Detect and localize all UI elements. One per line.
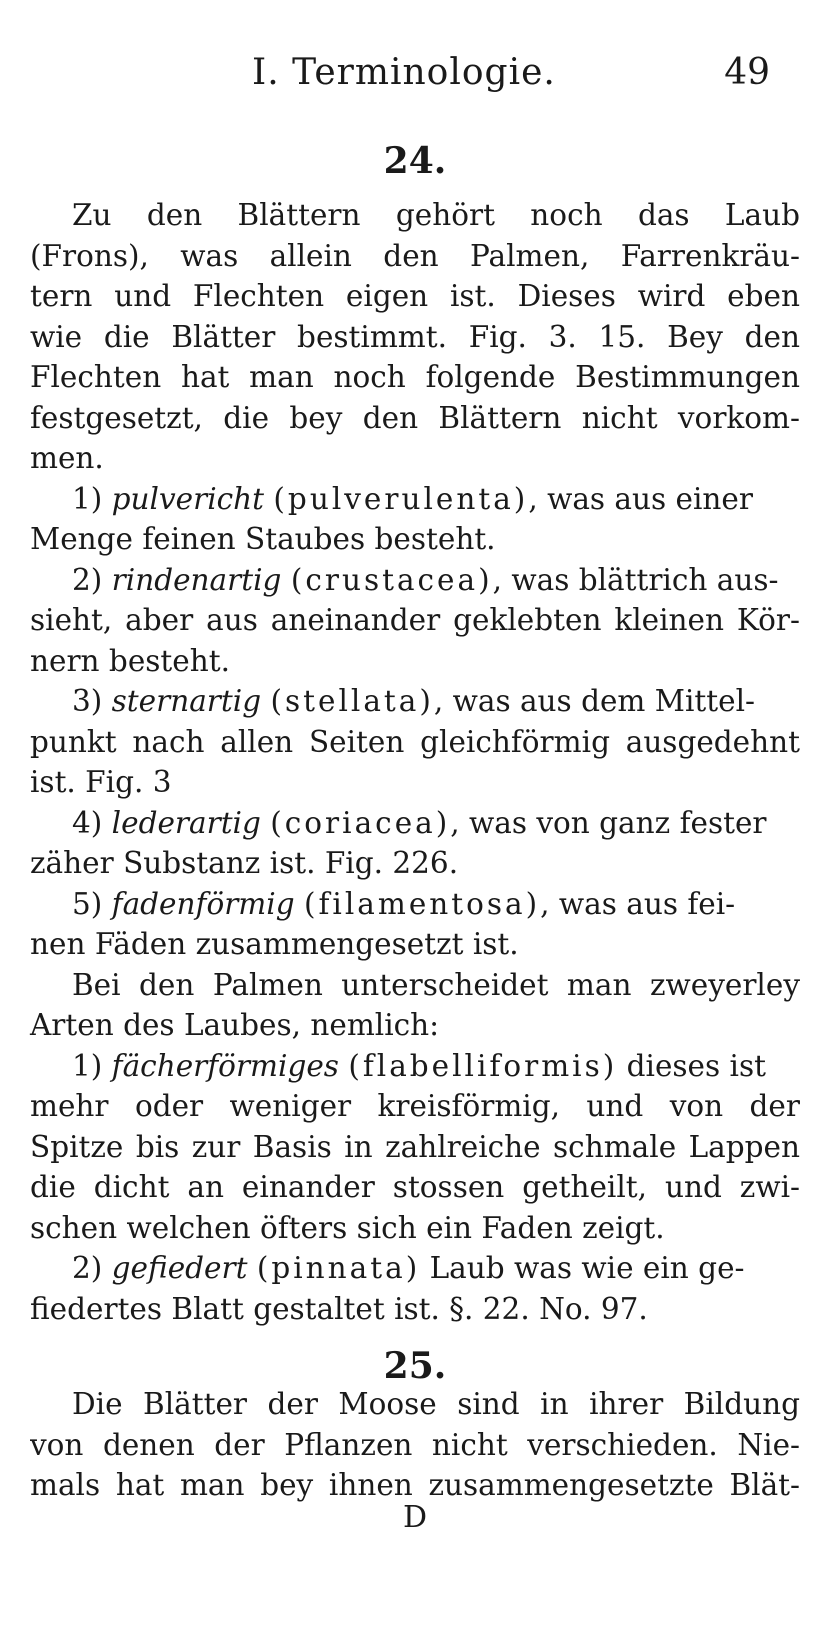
text-line: schen welchen öfters sich ein Faden zeigt.: [30, 1210, 665, 1245]
item-number: 4): [72, 805, 103, 840]
item-number: 2): [72, 562, 103, 597]
item-term: rindenartig: [111, 562, 282, 597]
item-term: lederartig: [111, 805, 261, 840]
item-latin: (filamentosa): [303, 886, 541, 921]
list-item-4: [30, 803, 800, 844]
item-latin: (pinnata): [256, 1251, 421, 1285]
item-term: gefiedert: [111, 1251, 248, 1285]
text-line: Spitze bis zur Basis in zahlreiche schmale Lappen: [30, 1129, 800, 1164]
item-latin: (crustacea): [290, 562, 493, 597]
text-line: Flechten hat man noch folgende Bestimmungen: [30, 360, 800, 394]
text-line: Arten des Laubes, nemlich:: [30, 1008, 440, 1042]
text-line: wie die Blätter bestimmt. Fig. 3. 15. Bey den: [30, 319, 800, 354]
section-number-24: 24.: [383, 140, 447, 182]
text-line: (Frons), was allein den Palmen, Farrenkräu-: [30, 238, 800, 273]
list-item-5: [30, 884, 800, 925]
text-line: mals hat man bey ihnen zusammengesetzte Blät-: [30, 1468, 800, 1502]
text-line: Die Blätter der Moose sind in ihrer Bildung: [72, 1387, 800, 1421]
item-latin: (pulverulenta): [273, 481, 529, 516]
item-text: , was blättrich aus-: [492, 562, 779, 597]
text-line: fiedertes Blatt gestaltet ist. §. 22. No. 97.: [30, 1291, 648, 1326]
item-text: Laub was wie ein ge-: [420, 1251, 745, 1285]
chapter-title: I. Terminologie.: [252, 52, 556, 93]
section-number-25: 25.: [383, 1345, 447, 1387]
item-text: dieses ist: [617, 1048, 766, 1083]
item-latin: (stellata): [270, 684, 434, 718]
list-item-2: [30, 560, 800, 601]
item-number: 5): [72, 886, 103, 921]
section-25-body: [30, 1384, 800, 1506]
text-line: men.: [30, 441, 104, 475]
text-line: Bei den Palmen unterscheidet man zweyerley: [72, 967, 800, 1002]
section-24-body: [30, 195, 800, 1329]
item-term: sternartig: [111, 684, 262, 718]
text-line: zäher Substanz ist. Fig. 226.: [30, 846, 459, 880]
item-latin: (coriacea): [270, 805, 451, 840]
item-text: , was aus dem Mittel-: [433, 684, 755, 718]
item-text: , was aus einer: [528, 481, 753, 516]
list-item-6: [30, 1046, 800, 1087]
item-number: 1): [72, 1048, 103, 1083]
text-line: ist. Fig. 3: [30, 765, 172, 799]
item-text: , was aus fei-: [540, 886, 736, 921]
item-term: fächerförmiges: [111, 1048, 339, 1083]
text-line: nen Fäden zusammengesetzt ist.: [30, 927, 519, 961]
text-line: punkt nach allen Seiten gleichförmig ausgedehnt: [30, 724, 800, 759]
item-text: , was von ganz fester: [450, 805, 767, 840]
text-line: tern und Flechten eigen ist. Dieses wird eben: [30, 279, 800, 313]
text-line: nern besteht.: [30, 643, 230, 678]
item-term: pulvericht: [111, 481, 265, 516]
text-line: Menge feinen Staubes besteht.: [30, 522, 496, 556]
page-number: 49: [724, 52, 770, 93]
text-line: Zu den Blättern gehört noch das Laub: [72, 198, 800, 232]
printer-signature: D: [402, 1500, 428, 1535]
text-line: mehr oder weniger kreisförmig, und von der: [30, 1089, 800, 1123]
text-line: von denen der Pflanzen nicht verschieden. Nie-: [30, 1427, 800, 1462]
item-latin: (flabelliformis): [348, 1048, 618, 1083]
item-number: 1): [72, 481, 103, 516]
list-item-7: [30, 1248, 800, 1289]
list-item-1: [30, 479, 800, 520]
item-number: 3): [72, 684, 103, 718]
text-line: festgesetzt, die bey den Blättern nicht vorkom-: [30, 400, 800, 435]
running-header: [0, 52, 830, 102]
text-line: die dicht an einander stossen getheilt, und zwi-: [30, 1170, 800, 1204]
list-item-3: [30, 681, 800, 722]
item-term: fadenförmig: [111, 886, 295, 921]
text-line: sieht, aber aus aneinander geklebten kleinen Kör-: [30, 603, 800, 637]
item-number: 2): [72, 1251, 103, 1285]
